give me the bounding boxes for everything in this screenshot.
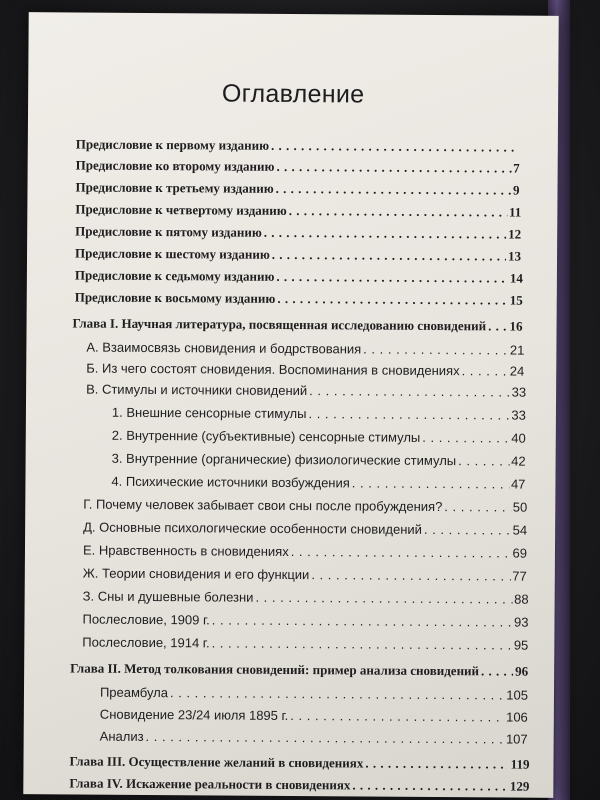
toc-entry-page: 11 xyxy=(509,204,522,220)
toc-entry xyxy=(83,543,527,561)
toc-entry-label: Е. Нравственность в сновидениях xyxy=(82,542,289,559)
leader-dots xyxy=(488,318,508,334)
toc-entry xyxy=(75,179,519,198)
toc-entry-page: 21 xyxy=(509,342,525,358)
toc-entry-page: 96 xyxy=(515,663,529,679)
toc-entry-label: Глава IV. Искажение реальности в сновидениях xyxy=(69,775,351,793)
toc-entry-page: 69 xyxy=(512,545,528,561)
leader-dots xyxy=(481,663,513,679)
toc-entry xyxy=(75,245,521,264)
toc-entry-page: 106 xyxy=(506,709,528,725)
toc-entry xyxy=(82,612,528,630)
toc-entry-page: 77 xyxy=(512,568,527,584)
toc-entry-page: 33 xyxy=(511,407,526,423)
toc-entry xyxy=(76,157,520,176)
toc-entry-label: Предисловие к пятому изданию xyxy=(75,223,262,240)
toc-entry xyxy=(83,520,527,538)
toc-entry-label: Д. Основные психологические особенности сновидений xyxy=(83,519,423,537)
toc-entry-page: 47 xyxy=(510,476,526,492)
toc-entry xyxy=(111,474,525,492)
toc-entry-page: 9 xyxy=(512,182,520,198)
toc-entry-page: 16 xyxy=(509,318,523,334)
leader-dots xyxy=(444,499,511,514)
toc-chapter xyxy=(69,775,529,794)
toc-entry xyxy=(82,635,528,653)
toc-entry-page: 40 xyxy=(511,430,526,446)
toc-entry-label: Предисловие ко второму изданию xyxy=(75,157,275,174)
toc-entry-page: 33 xyxy=(511,384,527,400)
toc-entry-page: 50 xyxy=(512,499,528,515)
toc-entry-page: 107 xyxy=(505,731,528,747)
toc-chapter xyxy=(70,660,528,679)
leader-dots xyxy=(146,729,505,747)
toc-entry-label: Глава III. Осуществление желаний в сновидениях xyxy=(69,753,364,771)
leader-dots xyxy=(289,203,507,221)
toc-entry-label: Предисловие к третьему изданию xyxy=(75,179,274,196)
leader-dots xyxy=(276,159,511,177)
toc-entry-page: 24 xyxy=(509,363,525,379)
toc-entry xyxy=(75,267,523,286)
toc-entry xyxy=(86,382,526,400)
toc-entry-page: 12 xyxy=(508,226,522,242)
toc-entry-page: 7 xyxy=(513,160,520,176)
toc-entry xyxy=(112,451,526,469)
leader-dots xyxy=(212,635,512,652)
leader-dots xyxy=(363,342,508,358)
leader-dots xyxy=(308,406,509,422)
toc-entry xyxy=(100,685,528,703)
leader-dots xyxy=(277,291,507,309)
toc-entry-label: В. Стимулы и источники сновидений xyxy=(86,381,308,399)
toc-entry-page: 105 xyxy=(506,687,529,703)
leader-dots xyxy=(276,181,511,199)
toc-entry-label: Предисловие к четвертому изданию xyxy=(75,201,287,218)
book-page xyxy=(23,12,558,798)
toc-entry-label: Преамбула xyxy=(99,684,169,701)
toc-entry xyxy=(76,136,520,155)
toc-entry-page: 15 xyxy=(509,292,523,308)
leader-dots xyxy=(272,247,506,265)
toc-entry-label: Предисловие к первому изданию xyxy=(75,136,270,153)
toc-entry xyxy=(83,497,527,515)
leader-dots xyxy=(309,383,510,399)
toc-entry-page: 14 xyxy=(509,270,523,286)
toc-entry-label: Сновидение 23/24 июля 1895 г. xyxy=(99,706,289,723)
leader-dots xyxy=(276,269,508,287)
toc-entry-label: 3. Внутренние (органические) физиологические стимулы xyxy=(111,450,457,469)
toc-entry xyxy=(75,223,521,242)
toc-entry xyxy=(83,566,527,584)
toc-entry-page: 13 xyxy=(507,248,522,264)
toc-entry-label: Предисловие к шестому изданию xyxy=(75,245,270,262)
toc-entry-page: 129 xyxy=(509,778,530,794)
toc-chapter xyxy=(69,753,529,772)
toc-entry xyxy=(86,361,524,379)
toc-entry xyxy=(100,729,528,747)
toc-entry-label: 1. Внешние сенсорные стимулы xyxy=(111,404,307,422)
leader-dots xyxy=(291,544,511,561)
toc-entry-label: Предисловие к восьмому изданию xyxy=(74,289,276,306)
leader-dots xyxy=(352,475,509,491)
leader-dots xyxy=(255,590,512,607)
leader-dots xyxy=(170,685,504,702)
toc-entry-label: 2. Внутренние (субъективные) сенсорные стимулы xyxy=(111,427,421,445)
leader-dots xyxy=(424,522,511,538)
toc-entry-page: 119 xyxy=(510,756,530,772)
toc-entry-label: Послесловие, 1909 г. xyxy=(82,611,210,628)
table-of-contents xyxy=(23,12,558,798)
leader-dots xyxy=(290,708,504,724)
leader-dots xyxy=(462,363,508,378)
toc-entry-label: Глава II. Метод толкования сновидений: пример анализа сновидений xyxy=(70,660,480,679)
toc-entry xyxy=(86,340,524,358)
leader-dots xyxy=(365,756,508,773)
toc-entry xyxy=(75,289,523,308)
toc-entry xyxy=(112,405,526,423)
toc-entry-label: Послесловие, 1914 г. xyxy=(82,634,210,651)
leader-dots xyxy=(212,612,512,629)
toc-entry-label: 4. Психические источники возбуждения xyxy=(111,473,350,491)
toc-entry-label: А. Взаимосвязь сновидения и бодрствования xyxy=(86,339,362,357)
toc-entry-label: Предисловие к седьмому изданию xyxy=(74,267,275,284)
toc-entry-label: Б. Из чего состоят сновидения. Воспоминания в сновидениях xyxy=(86,360,460,379)
toc-entry-label: Глава I. Научная литература, посвященная исследованию сновидений xyxy=(72,315,487,334)
leader-dots xyxy=(352,777,508,794)
toc-entry-page: 88 xyxy=(514,591,529,607)
leader-dots xyxy=(311,567,510,583)
toc-entry-label: З. Сны и душевные болезни xyxy=(82,588,254,605)
toc-entry-label: Анализ xyxy=(99,728,144,744)
toc-chapter xyxy=(73,315,523,334)
toc-entry-page: 93 xyxy=(513,614,529,630)
leader-dots xyxy=(264,225,507,243)
leader-dots xyxy=(422,430,509,446)
toc-entry-label: Г. Почему человек забывает свои сны после пробуждения? xyxy=(83,496,443,515)
toc-entry xyxy=(75,201,521,220)
toc-entry xyxy=(83,589,529,607)
toc-entry-label: Ж. Теории сновидения и его функции xyxy=(82,565,310,583)
leader-dots xyxy=(458,453,509,468)
toc-entry-page: 54 xyxy=(512,522,528,538)
leader-dots xyxy=(271,138,518,156)
toc-entry-page: 42 xyxy=(511,453,526,469)
toc-entry xyxy=(112,428,526,446)
page-title: Оглавление xyxy=(221,79,365,109)
toc-entry-page: 95 xyxy=(513,637,529,653)
toc-entry xyxy=(100,707,528,725)
